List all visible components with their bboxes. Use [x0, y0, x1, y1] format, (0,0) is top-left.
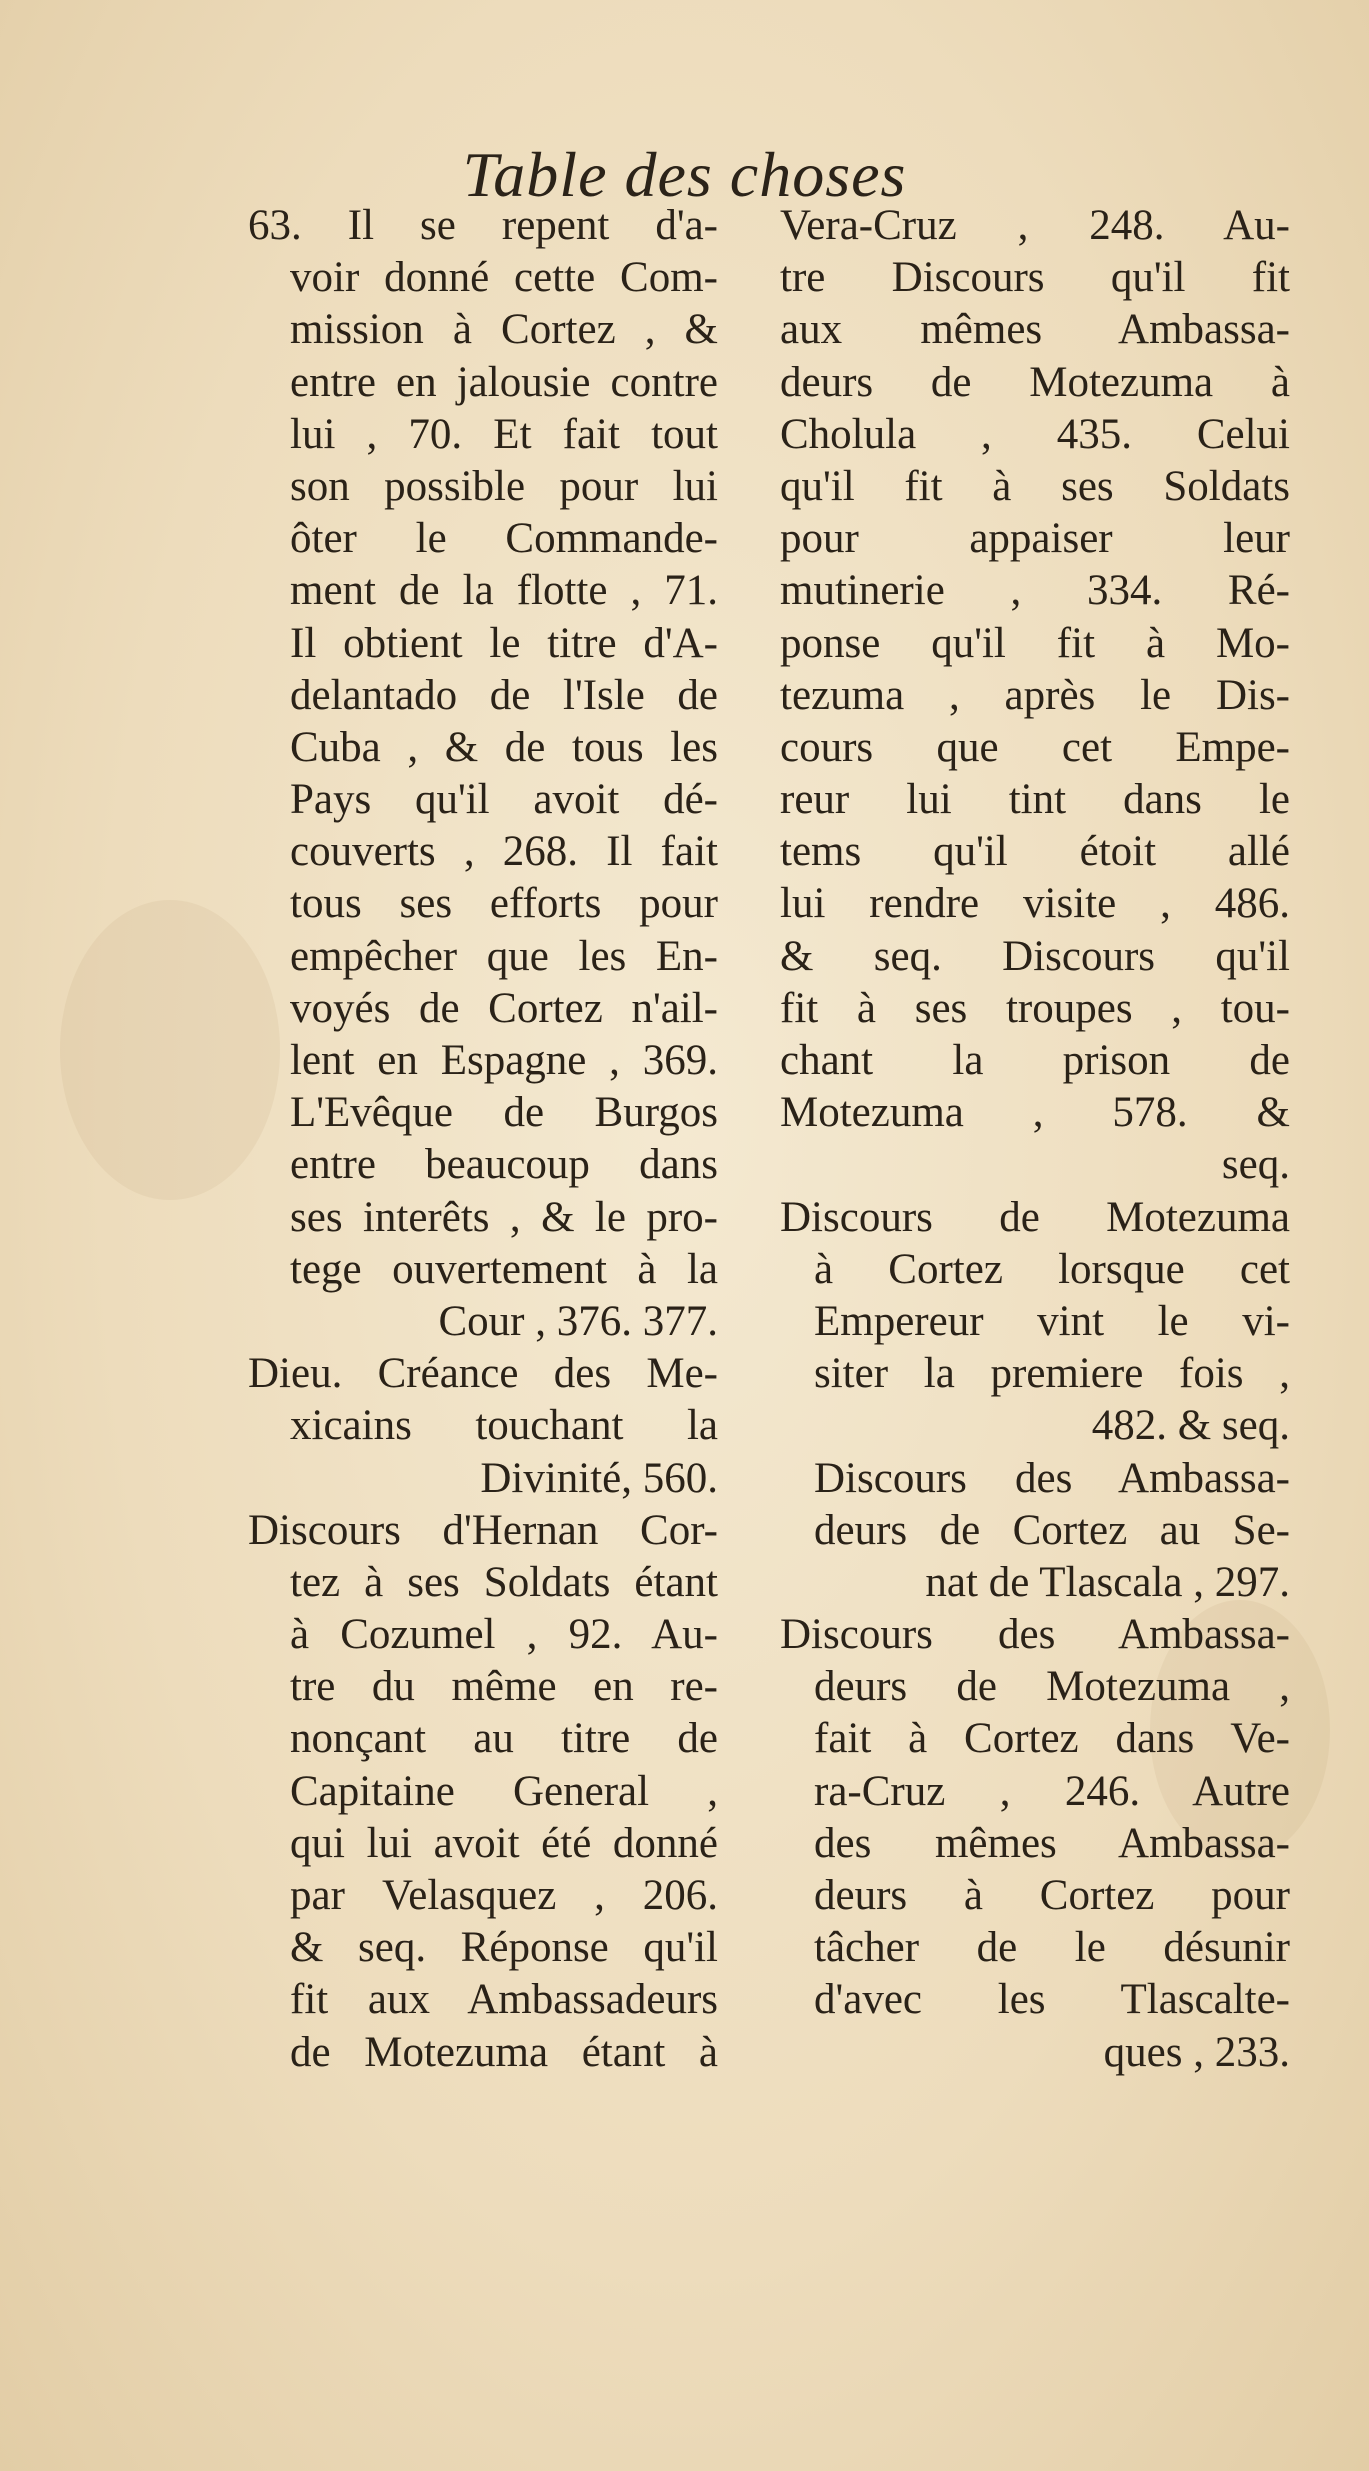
- running-header: Table des choses: [462, 139, 907, 210]
- index-line: 482. & seq.: [1091, 1402, 1290, 1450]
- index-line: Discours des Ambassa-: [780, 1611, 1290, 1659]
- index-line: chant la prison de: [780, 1037, 1290, 1084]
- index-line: Motezuma , 578. &: [780, 1089, 1290, 1137]
- index-line: delantado de l'Isle de: [290, 671, 718, 719]
- index-line: & seq. Discours qu'il: [780, 932, 1290, 980]
- index-line: Cuba , & de tous les: [290, 723, 718, 771]
- index-line: qui lui avoit été donné: [290, 1819, 718, 1867]
- index-line: tous ses efforts pour: [290, 880, 718, 928]
- index-line: mutinerie , 334. Ré-: [780, 567, 1290, 615]
- index-line: Discours d'Hernan Cor-: [248, 1506, 718, 1554]
- index-line: Cour , 376. 377.: [438, 1297, 718, 1345]
- index-line: couverts , 268. Il fait: [290, 828, 718, 876]
- index-line: xicains touchant la: [290, 1402, 718, 1450]
- index-line: deurs à Cortez pour: [814, 1872, 1290, 1919]
- index-line: pour appaiser leur: [780, 515, 1290, 563]
- index-line: son possible pour lui: [290, 462, 718, 510]
- index-line: deurs de Cortez au Se-: [814, 1506, 1290, 1554]
- index-line: Empereur vint le vi-: [814, 1297, 1290, 1345]
- index-line: deurs de Motezuma à: [780, 358, 1290, 406]
- index-column-right: [780, 200, 1290, 2079]
- index-line: Divinité, 560.: [480, 1454, 718, 1502]
- index-line: & seq. Réponse qu'il: [290, 1924, 718, 1972]
- index-line: entre beaucoup dans: [290, 1141, 718, 1189]
- index-line: tez à ses Soldats étant: [290, 1558, 718, 1606]
- index-line: à Cozumel , 92. Au-: [290, 1611, 718, 1659]
- index-line: à Cortez lorsque cet: [814, 1245, 1290, 1293]
- index-line: lui rendre visite , 486.: [780, 880, 1290, 928]
- index-line: voir donné cette Com-: [290, 254, 718, 302]
- index-line: aux mêmes Ambassa-: [780, 306, 1290, 354]
- index-line: reur lui tint dans le: [780, 776, 1290, 824]
- index-line: Vera-Cruz , 248. Au-: [780, 202, 1290, 249]
- index-line: nat de Tlascala , 297.: [925, 1558, 1290, 1606]
- index-line: des mêmes Ambassa-: [814, 1819, 1290, 1867]
- index-line: Discours de Motezuma: [780, 1193, 1290, 1241]
- index-line: ra-Cruz , 246. Autre: [814, 1767, 1290, 1815]
- index-line: Cholula , 435. Celui: [780, 410, 1290, 458]
- index-line: Pays qu'il avoit dé-: [290, 776, 718, 824]
- paper-stain: [60, 900, 280, 1200]
- index-line: tre Discours qu'il fit: [780, 254, 1290, 302]
- index-line: tege ouvertement à la: [290, 1245, 718, 1293]
- index-line: de Motezuma étant à: [290, 2028, 718, 2076]
- index-line: Discours des Ambassa-: [814, 1454, 1290, 1502]
- index-line: L'Evêque de Burgos: [290, 1089, 718, 1137]
- index-line: ques , 233.: [1103, 2028, 1290, 2076]
- index-line: ment de la flotte , 71.: [290, 567, 718, 615]
- index-line: lui , 70. Et fait tout: [290, 410, 718, 458]
- index-line: tems qu'il étoit allé: [780, 828, 1290, 876]
- index-line: deurs de Motezuma ,: [814, 1663, 1290, 1711]
- index-line: Il obtient le titre d'A-: [290, 619, 718, 667]
- index-line: ôter le Commande-: [290, 515, 718, 563]
- index-line: nonçant au titre de: [290, 1715, 718, 1763]
- index-line: d'avec les Tlascalte-: [814, 1976, 1290, 2024]
- index-line: fit aux Ambassadeurs: [290, 1976, 718, 2024]
- index-line: cours que cet Empe-: [780, 723, 1290, 771]
- index-column-left: [248, 200, 718, 2079]
- index-line: par Velasquez , 206.: [290, 1872, 718, 1919]
- index-line: siter la premiere fois ,: [814, 1350, 1290, 1398]
- index-line: Capitaine General ,: [290, 1767, 718, 1815]
- index-line: lent en Espagne , 369.: [290, 1037, 718, 1084]
- index-line: fit à ses troupes , tou-: [780, 984, 1290, 1032]
- index-line: tezuma , après le Dis-: [780, 671, 1290, 719]
- index-line: empêcher que les En-: [290, 932, 718, 980]
- index-line: qu'il fit à ses Soldats: [780, 462, 1290, 510]
- index-line: fait à Cortez dans Ve-: [814, 1715, 1290, 1763]
- index-line: entre en jalousie contre: [290, 358, 718, 406]
- index-line: ponse qu'il fit à Mo-: [780, 619, 1290, 667]
- index-line: Dieu. Créance des Me-: [248, 1350, 718, 1398]
- index-line: mission à Cortez , &: [290, 306, 718, 354]
- index-line: seq.: [1221, 1141, 1290, 1189]
- index-line: tâcher de le désunir: [814, 1924, 1290, 1972]
- index-line: voyés de Cortez n'ail-: [290, 984, 718, 1032]
- index-line: 63. Il se repent d'a-: [248, 202, 718, 249]
- index-line: ses interêts , & le pro-: [290, 1193, 718, 1241]
- index-line: tre du même en re-: [290, 1663, 718, 1711]
